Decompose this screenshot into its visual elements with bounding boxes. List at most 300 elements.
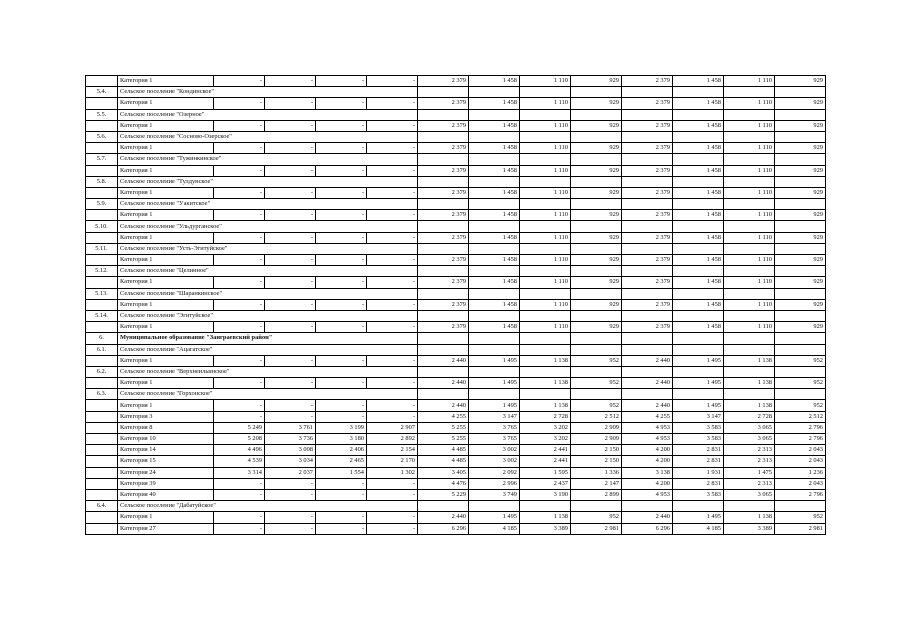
empty-cell [571,266,622,277]
empty-cell [418,501,469,512]
empty-cell [469,501,520,512]
empty-cell [775,266,826,277]
value-cell: 1 110 [520,322,571,333]
empty-cell [418,154,469,165]
empty-cell [86,456,118,467]
value-cell: - [265,299,316,310]
value-cell: - [316,512,367,523]
value-cell: 2 379 [622,165,673,176]
empty-cell [520,243,571,254]
empty-cell [520,266,571,277]
value-cell: 2 437 [520,478,571,489]
value-cell: 1 458 [469,143,520,154]
value-cell: 929 [775,299,826,310]
category-name: Категория 1 [118,165,214,176]
section-number: 5.13. [86,288,118,299]
value-cell: 3 002 [469,445,520,456]
value-cell: 3 138 [622,467,673,478]
value-cell: 2 379 [418,322,469,333]
empty-cell [418,266,469,277]
value-cell: - [316,255,367,266]
value-cell: 1 138 [520,355,571,366]
value-cell: - [265,187,316,198]
empty-cell [86,277,118,288]
value-cell: 6 296 [418,523,469,534]
value-cell: 929 [775,322,826,333]
value-cell: 4 953 [622,422,673,433]
empty-cell [724,333,775,344]
empty-cell [775,109,826,120]
empty-cell [418,366,469,377]
value-cell: 3 202 [520,434,571,445]
section-row [86,199,826,210]
value-cell: - [214,299,265,310]
value-cell: - [316,143,367,154]
empty-cell [724,501,775,512]
value-cell: - [265,76,316,87]
value-cell: 2 379 [418,255,469,266]
value-cell: - [265,255,316,266]
value-cell: 2 379 [622,210,673,221]
value-cell: 4 953 [622,434,673,445]
section-title: Муниципальное образование "Заиграевский район" [118,333,418,344]
empty-cell [724,221,775,232]
section-title: Сельское поселение "Целинное" [118,266,418,277]
table-row [86,400,826,411]
empty-cell [86,422,118,433]
table-row [86,120,826,131]
value-cell: 1 110 [724,143,775,154]
value-cell: 929 [571,187,622,198]
value-cell: 3 583 [673,422,724,433]
value-cell: 1 138 [724,400,775,411]
empty-cell [469,344,520,355]
value-cell: 1 458 [673,187,724,198]
table-row [86,98,826,109]
value-cell: 1 495 [673,355,724,366]
empty-cell [86,255,118,266]
value-cell: 929 [775,210,826,221]
value-cell: 1 110 [724,210,775,221]
value-cell: 2 379 [622,232,673,243]
value-cell: 3 583 [673,489,724,500]
empty-cell [622,501,673,512]
value-cell: 2 379 [418,299,469,310]
value-cell: 2 440 [418,378,469,389]
category-name: Категория 14 [118,445,214,456]
value-cell: 1 110 [724,232,775,243]
value-cell: 1 495 [469,512,520,523]
value-cell: 4 255 [418,411,469,422]
value-cell: - [265,489,316,500]
value-cell: 2 154 [367,445,418,456]
table-row [86,322,826,333]
value-cell: - [367,143,418,154]
category-name: Категория 1 [118,400,214,411]
value-cell: 929 [775,232,826,243]
value-cell: 3 199 [316,422,367,433]
empty-cell [673,366,724,377]
empty-cell [622,310,673,321]
value-cell: 2 092 [469,467,520,478]
empty-cell [775,389,826,400]
empty-cell [673,87,724,98]
value-cell: 2 379 [622,299,673,310]
empty-cell [571,199,622,210]
section-title: Сельское поселение "Тулдунское" [118,176,418,187]
section-title: Сельское поселение "Сосново-Озерское" [118,131,418,142]
category-name: Категория 1 [118,512,214,523]
value-cell: 929 [775,187,826,198]
empty-cell [775,176,826,187]
category-name: Категория 1 [118,299,214,310]
empty-cell [520,333,571,344]
value-cell: 2 831 [673,478,724,489]
value-cell: 2 440 [622,378,673,389]
value-cell: - [316,489,367,500]
value-cell: 1 495 [673,378,724,389]
value-cell: 5 255 [418,422,469,433]
value-cell: 2 313 [724,456,775,467]
value-cell: 5 249 [214,422,265,433]
value-cell: 3 749 [469,489,520,500]
empty-cell [724,344,775,355]
table-row [86,411,826,422]
value-cell: 1 110 [520,255,571,266]
value-cell: - [316,120,367,131]
empty-cell [86,120,118,131]
value-cell: 952 [775,400,826,411]
category-name: Категория 10 [118,434,214,445]
empty-cell [775,501,826,512]
value-cell: 1 138 [724,378,775,389]
section-title: Сельское поселение "Озерное" [118,109,418,120]
value-cell: 4 539 [214,456,265,467]
empty-cell [86,143,118,154]
category-name: Категория 1 [118,355,214,366]
empty-cell [418,389,469,400]
empty-cell [418,87,469,98]
value-cell: - [367,400,418,411]
value-cell: 3 034 [265,456,316,467]
empty-cell [571,310,622,321]
value-cell: 2 981 [775,523,826,534]
value-cell: - [316,478,367,489]
empty-cell [86,299,118,310]
value-cell: 2 512 [775,411,826,422]
empty-cell [86,210,118,221]
value-cell: 2 907 [367,422,418,433]
table-row [86,143,826,154]
empty-cell [724,87,775,98]
section-row [86,221,826,232]
value-cell: - [316,322,367,333]
section-number: 5.7. [86,154,118,165]
empty-cell [724,199,775,210]
value-cell: - [367,378,418,389]
section-row [86,288,826,299]
value-cell: - [214,489,265,500]
value-cell: 3 405 [418,467,469,478]
section-title: Сельское поселение "Ацагатское" [118,344,418,355]
value-cell: 3 761 [265,422,316,433]
section-number: 5.5. [86,109,118,120]
value-cell: - [214,120,265,131]
table-row [86,512,826,523]
value-cell: 4 185 [673,523,724,534]
value-cell: 2 379 [622,322,673,333]
value-cell: 929 [571,299,622,310]
value-cell: 2 796 [775,422,826,433]
value-cell: 929 [571,232,622,243]
value-cell: 3 389 [724,523,775,534]
value-cell: - [214,322,265,333]
empty-cell [673,221,724,232]
value-cell: 929 [775,255,826,266]
empty-cell [418,221,469,232]
empty-cell [418,243,469,254]
table-row [86,277,826,288]
empty-cell [418,288,469,299]
value-cell: 1 138 [520,400,571,411]
value-cell: 1 495 [673,512,724,523]
value-cell: - [367,210,418,221]
value-cell: - [214,255,265,266]
section-row [86,154,826,165]
value-cell: - [316,400,367,411]
value-cell: 2 379 [622,255,673,266]
section-number: 5.9. [86,199,118,210]
table-row [86,523,826,534]
value-cell: - [265,478,316,489]
value-cell: 4 476 [418,478,469,489]
value-cell: 2 981 [571,523,622,534]
value-cell: 1 138 [724,512,775,523]
empty-cell [520,199,571,210]
empty-cell [775,131,826,142]
value-cell: 2 909 [571,434,622,445]
value-cell: 4 485 [418,445,469,456]
value-cell: 2 379 [622,143,673,154]
value-cell: 1 110 [520,76,571,87]
value-cell: - [316,523,367,534]
value-cell: - [214,512,265,523]
empty-cell [673,176,724,187]
empty-cell [86,445,118,456]
value-cell: 3 180 [316,434,367,445]
value-cell: 2 440 [418,355,469,366]
value-cell: 1 475 [724,467,775,478]
value-cell: 4 485 [418,456,469,467]
value-cell: 2 728 [724,411,775,422]
value-cell: 3 065 [724,489,775,500]
empty-cell [520,109,571,120]
empty-cell [622,288,673,299]
empty-cell [86,512,118,523]
section-row [86,176,826,187]
section-number: 6.4. [86,501,118,512]
value-cell: 1 495 [469,378,520,389]
value-cell: 952 [571,355,622,366]
empty-cell [571,131,622,142]
value-cell: - [316,98,367,109]
empty-cell [86,165,118,176]
value-cell: 2 150 [571,445,622,456]
section-row [86,109,826,120]
empty-cell [775,310,826,321]
value-cell: - [265,165,316,176]
value-cell: 1 236 [775,467,826,478]
value-cell: 929 [571,165,622,176]
value-cell: 929 [775,165,826,176]
empty-cell [571,501,622,512]
value-cell: - [316,165,367,176]
empty-cell [622,389,673,400]
table-row [86,255,826,266]
value-cell: 3 389 [520,523,571,534]
category-name: Категория 8 [118,422,214,433]
value-cell: - [367,355,418,366]
value-cell: 2 379 [418,98,469,109]
value-cell: - [316,187,367,198]
value-cell: 2 043 [775,456,826,467]
value-cell: 1 110 [520,187,571,198]
value-cell: - [367,255,418,266]
value-cell: - [367,232,418,243]
empty-cell [469,366,520,377]
section-number: 6. [86,333,118,344]
value-cell: 3 190 [520,489,571,500]
empty-cell [86,523,118,534]
value-cell: 1 458 [469,187,520,198]
category-name: Категория 15 [118,456,214,467]
empty-cell [520,344,571,355]
section-number: 5.10. [86,221,118,232]
empty-cell [469,131,520,142]
value-cell: 1 458 [469,120,520,131]
value-cell: - [316,411,367,422]
value-cell: 1 110 [724,322,775,333]
value-cell: - [367,322,418,333]
section-row [86,389,826,400]
empty-cell [469,389,520,400]
table-row [86,434,826,445]
empty-cell [418,176,469,187]
value-cell: 2 441 [520,445,571,456]
section-title: Сельское поселение "Кондинское" [118,87,418,98]
value-cell: 1 458 [469,277,520,288]
empty-cell [571,154,622,165]
empty-cell [775,154,826,165]
empty-cell [469,199,520,210]
value-cell: - [316,277,367,288]
value-cell: 5 229 [418,489,469,500]
value-cell: - [214,143,265,154]
value-cell: 1 110 [520,299,571,310]
section-row [86,501,826,512]
table-row [86,422,826,433]
empty-cell [86,98,118,109]
empty-cell [775,199,826,210]
value-cell: 3 147 [673,411,724,422]
value-cell: 1 458 [673,299,724,310]
value-cell: 929 [571,98,622,109]
empty-cell [724,266,775,277]
value-cell: 2 379 [622,277,673,288]
value-cell: 1 931 [673,467,724,478]
category-name: Категория 1 [118,322,214,333]
section-number: 5.8. [86,176,118,187]
section-title: Сельское поселение "Верхнеильинское" [118,366,418,377]
empty-cell [86,467,118,478]
value-cell: 929 [571,76,622,87]
value-cell: 2 150 [571,456,622,467]
value-cell: - [214,478,265,489]
empty-cell [520,366,571,377]
empty-cell [622,154,673,165]
value-cell: - [367,120,418,131]
table-row [86,456,826,467]
category-name: Категория 39 [118,478,214,489]
empty-cell [622,221,673,232]
value-cell: 2 440 [418,400,469,411]
category-name: Категория 1 [118,76,214,87]
table-row [86,378,826,389]
empty-cell [571,366,622,377]
value-cell: 2 440 [622,512,673,523]
value-cell: 4 185 [469,523,520,534]
empty-cell [622,366,673,377]
value-cell: - [265,400,316,411]
value-cell: 2 379 [418,143,469,154]
category-name: Категория 27 [118,523,214,534]
section-number: 5.14. [86,310,118,321]
empty-cell [622,333,673,344]
empty-cell [520,310,571,321]
value-cell: - [265,98,316,109]
value-cell: 3 314 [214,467,265,478]
value-cell: 1 110 [520,143,571,154]
value-cell: 1 110 [724,277,775,288]
value-cell: 2 728 [520,411,571,422]
value-cell: 2 831 [673,445,724,456]
value-cell: 952 [571,512,622,523]
section-number: 6.3. [86,389,118,400]
empty-cell [724,288,775,299]
value-cell: 3 065 [724,422,775,433]
value-cell: - [214,232,265,243]
value-cell: 2 043 [775,478,826,489]
value-cell: 1 595 [520,467,571,478]
table-row [86,489,826,500]
value-cell: 1 110 [724,120,775,131]
value-cell: - [367,277,418,288]
value-cell: 1 458 [673,76,724,87]
empty-cell [724,154,775,165]
value-cell: 1 110 [520,232,571,243]
value-cell: 2 379 [418,277,469,288]
empty-cell [418,109,469,120]
value-cell: 1 110 [724,98,775,109]
value-cell: 1 138 [520,378,571,389]
value-cell: 1 110 [520,120,571,131]
empty-cell [86,232,118,243]
section-title: Сельское поселение "Ульдурганское" [118,221,418,232]
category-name: Категория 24 [118,467,214,478]
empty-cell [418,131,469,142]
value-cell: 1 138 [520,512,571,523]
empty-cell [622,243,673,254]
